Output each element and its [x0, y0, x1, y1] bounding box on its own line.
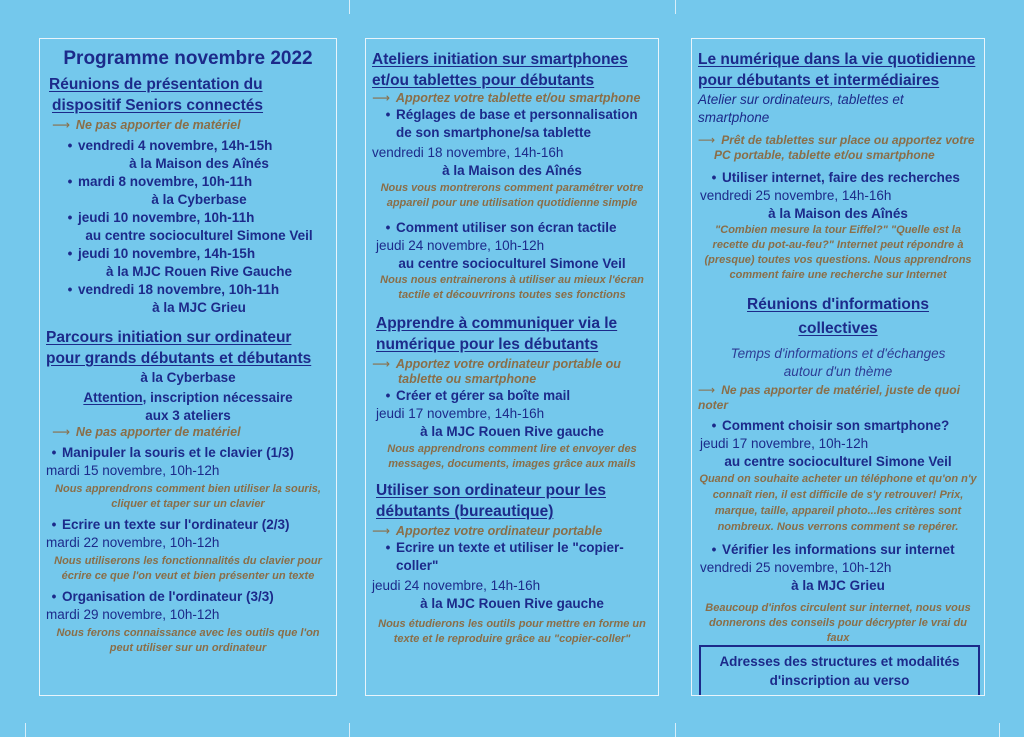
section-title: Réunions de présentation du dispositif Seniors connectés — [49, 76, 264, 114]
bullet-icon: • — [385, 540, 391, 555]
bullet-icon: • — [67, 246, 73, 261]
section-title: Utiliser son ordinateur pour les débutants (bureautique) — [376, 482, 606, 520]
list-item: • vendredi 18 novembre, 10h-11h à la MJC Grieu — [46, 281, 330, 317]
attention-notice: Attention, inscription nécessaire aux 3 ateliers — [83, 390, 293, 423]
arrow-icon: ⟶ — [52, 118, 70, 132]
bullet-icon: • — [385, 220, 391, 235]
material-note: ⟶ Apportez votre tablette et/ou smartphone — [372, 91, 641, 105]
bullet-icon: • — [711, 542, 717, 557]
list-item: • Ecrire un texte et utiliser le "copier- coller" jeudi 24 novembre, 14h-16h à la MJC Rouen Rive gauche Nous étudierons les outils pour mettre en forme un texte et le reproduire grâce au "copier-coller" — [372, 540, 646, 645]
column-3 — [691, 38, 985, 696]
column-1 — [39, 38, 337, 696]
list-item: • Comment utiliser son écran tactile jeudi 24 novembre, 10h-12h au centre socioculturel Simone Veil Nous nous entrainerons à utiliser au mieux l'écran tactile et découvrirons toutes ses fonctions — [376, 220, 644, 301]
addresses-box: Adresses des structures et modalités d'inscription au verso — [699, 645, 980, 696]
bullet-icon: • — [385, 107, 391, 122]
fold-mark — [675, 0, 676, 14]
section-title: Ateliers initiation sur smartphones et/ou tablettes pour débutants — [372, 51, 628, 89]
arrow-icon: ⟶ — [698, 383, 716, 397]
meeting-list — [46, 137, 330, 317]
material-note: ⟶ Apportez votre ordinateur portable ou tablette ou smartphone — [372, 357, 621, 386]
list-item: • Comment choisir son smartphone? jeudi 17 novembre, 10h-12h au centre socioculturel Simone Veil Quand on souhaite acheter un téléphone et qu'on n'y connaît rien, il est difficile de s'y retrouver! Prix, marque, taille, appareil photo...les critères sont nombreux. Nous verrons comment se repérer. — [699, 418, 977, 533]
list-item: • Utiliser internet, faire des recherches vendredi 25 novembre, 14h-16h à la Maison des Aînés "Combien mesure la tour Eiffel?" "Quelle est la recette du pot-au-feu?" Internet peut répondre à (presque) toutes vos questions. Nous apprendrons comment faire une recherche sur Internet — [700, 170, 972, 281]
list-item: • vendredi 4 novembre, 14h-15h à la Maison des Aînés — [46, 137, 330, 173]
fold-mark — [675, 723, 676, 737]
list-item: • Réglages de base et personnalisation de son smartphone/sa tablette vendredi 18 novembre, 14h-16h à la Maison des Aînés Nous vous montrerons comment paramétrer votre appareil pour une utilisation quotidienne simple — [372, 107, 644, 209]
column-2 — [365, 38, 659, 696]
bullet-icon: • — [51, 517, 57, 532]
section-title: Apprendre à communiquer via le numérique pour les débutants — [376, 315, 618, 353]
program-title: Programme novembre 2022 — [63, 48, 313, 69]
fold-mark — [349, 723, 350, 737]
bullet-icon: • — [67, 174, 73, 189]
list-item: • jeudi 10 novembre, 10h-11h au centre socioculturel Simone Veil — [46, 209, 330, 245]
section-title: Le numérique dans la vie quotidienne pour débutants et intermédiaires — [698, 51, 976, 89]
arrow-icon: ⟶ — [52, 425, 70, 439]
bullet-icon: • — [711, 170, 717, 185]
section-title: Parcours initiation sur ordinateur pour grands débutants et débutants — [46, 329, 312, 367]
list-item: • mardi 8 novembre, 10h-11h à la Cyberbase — [46, 173, 330, 209]
fold-mark — [999, 723, 1000, 737]
bullet-icon: • — [67, 138, 73, 153]
list-item: • jeudi 10 novembre, 14h-15h à la MJC Rouen Rive Gauche — [46, 245, 330, 281]
bullet-icon: • — [67, 282, 73, 297]
material-note: ⟶ Apportez votre ordinateur portable — [372, 524, 603, 538]
fold-mark — [349, 0, 350, 14]
list-item: • Ecrire un texte sur l'ordinateur (2/3) mardi 22 novembre, 10h-12h Nous utiliserons les fonctionnalités du clavier pour écrire ce que l'on veut et bien présenter un texte — [46, 517, 322, 582]
section-title: Réunions d'informations collectives — [747, 296, 929, 337]
material-note: ⟶ Prêt de tablettes sur place ou apportez votre PC portable, tablette et/ou smartphone — [698, 133, 975, 162]
arrow-icon: ⟶ — [698, 133, 716, 147]
material-note: ⟶ Ne pas apporter de matériel — [52, 425, 241, 439]
material-note: ⟶ Ne pas apporter de matériel, juste de quoi noter — [698, 383, 960, 412]
section-subtitle: Atelier sur ordinateurs, tablettes et smartphone — [698, 92, 904, 125]
arrow-icon: ⟶ — [372, 524, 390, 538]
list-item: • Organisation de l'ordinateur (3/3) mardi 29 novembre, 10h-12h Nous ferons connaissance avec les outils que l'on peut utiliser sur un ordinateur — [46, 589, 320, 654]
arrow-icon: ⟶ — [372, 357, 390, 371]
course-place: à la Cyberbase — [140, 370, 236, 385]
list-item: • Vérifier les informations sur internet vendredi 25 novembre, 10h-12h à la MJC Grieu Beaucoup d'infos circulent sur internet, nous vous donnerons des conseils pour décrypter le vrai du faux — [700, 542, 971, 644]
bullet-icon: • — [385, 388, 391, 403]
list-item: • Créer et gérer sa boîte mail jeudi 17 novembre, 14h-16h à la MJC Rouen Rive gauche Nous apprendrons comment lire et envoyer des messages, documents, images grâce aux mails — [376, 388, 637, 470]
section-subtitle: Temps d'informations et d'échanges autour d'un thème — [730, 346, 946, 379]
list-item: • Manipuler la souris et le clavier (1/3) mardi 15 novembre, 10h-12h Nous apprendrons comment bien utiliser la souris, cliquer et taper sur un clavier — [46, 445, 321, 510]
fold-mark — [25, 723, 26, 737]
material-note: ⟶ Ne pas apporter de matériel — [52, 118, 241, 132]
bullet-icon: • — [67, 210, 73, 225]
bullet-icon: • — [51, 589, 57, 604]
bullet-icon: • — [711, 418, 717, 433]
arrow-icon: ⟶ — [372, 91, 390, 105]
bullet-icon: • — [51, 445, 57, 460]
